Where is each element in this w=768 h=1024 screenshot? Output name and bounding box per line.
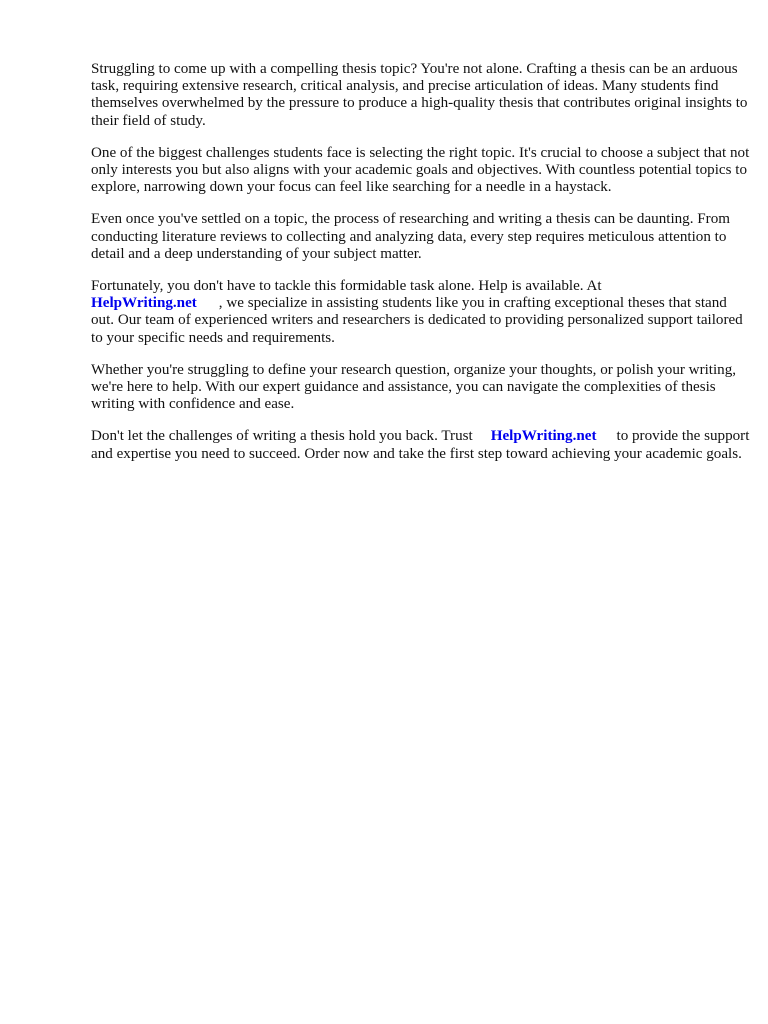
paragraph-1: Struggling to come up with a compelling thesis topic? You're not alone. Crafting a thesis can be an arduous task, requiring extensive research, critical analysis, and precise articulation of ideas. Many students find themselves overwhelmed by the pressure to produce a high-quality thesis that contributes original insights to their field of study. — [91, 61, 748, 129]
paragraph-6-rest: to provide the support and expertise you need to succeed. Order now and take the first step toward achieving your academic goals. — [91, 428, 750, 462]
paragraph-3: Even once you've settled on a topic, the process of researching and writing a thesis can be daunting. From conducting literature reviews to collecting and analyzing data, every step requires meticulous attention to detail and a deep understanding of your subject matter. — [91, 211, 730, 262]
paragraph-4-intro: Fortunately, you don't have to tackle this formidable task alone. Help is available. At — [91, 278, 602, 295]
paragraph-4-rest: , we specialize in assisting students like you in crafting exceptional theses that stand out. Our team of experienced writers and researchers is dedicated to providing personalized support tailored to your specific needs and requirements. — [91, 295, 743, 346]
helpwriting-link-1[interactable]: HelpWriting.net — [91, 295, 197, 312]
paragraph-6-intro: Don't let the challenges of writing a thesis hold you back. Trust — [91, 428, 473, 445]
paragraph-2: One of the biggest challenges students face is selecting the right topic. It's crucial to choose a subject that not only interests you but also aligns with your academic goals and objectives. With countless potential topics to explore, narrowing down your focus can feel like searching for a needle in a haystack. — [91, 144, 750, 196]
helpwriting-link-2[interactable]: HelpWriting.net — [490, 428, 597, 445]
paragraph-6 — [91, 428, 751, 462]
document-body — [91, 61, 751, 478]
paragraph-5: Whether you're struggling to define your research question, organize your thoughts, or polish your writing, we're here to help. With our expert guidance and assistance, you can navigate the complexities of thesis writing with confidence and ease. — [91, 361, 737, 413]
paragraph-4 — [91, 278, 751, 347]
